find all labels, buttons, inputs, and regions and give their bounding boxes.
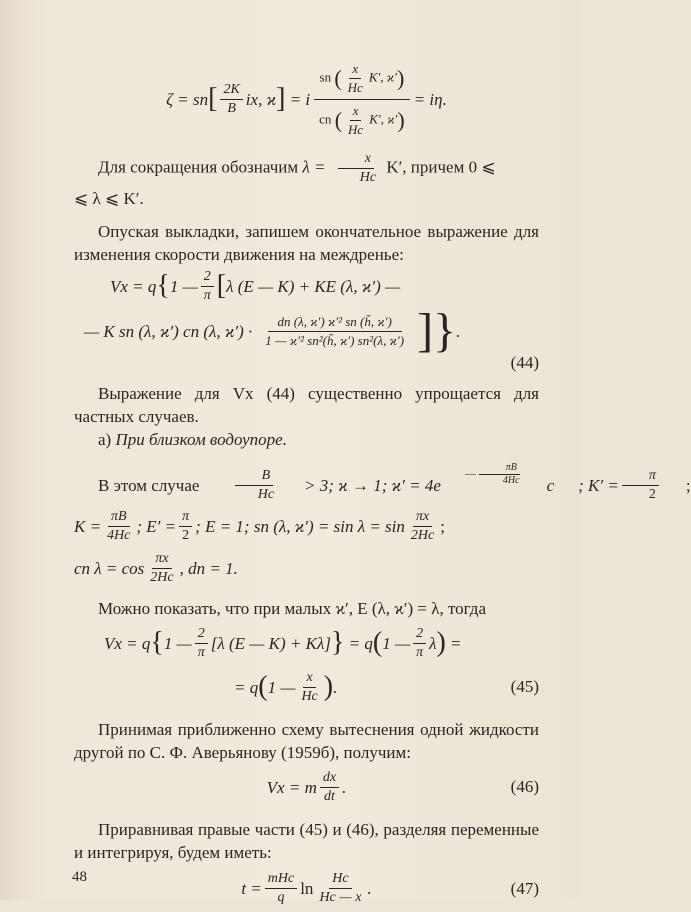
eq-text: ix, ϰ [245,89,277,109]
equation-47: t = $\frac{\text{mHc}}{q}$ ln $\frac{Hc}{Hc — x}$ . (47) [241,870,539,905]
equation-number: (45) [510,677,539,696]
fraction: sn ( $\frac{x}{Hc}$ K′, ϰ′) cn ( $\frac{x}{Hc}$ K′, ϰ′) [313,58,411,141]
equation-44-line1: Vx = q { 1 — $\frac{2}{\pi}$ [ λ (E — K) + KE (λ, ϰ′) — [110,268,401,303]
eq-text: = i [289,89,311,109]
equation-number: (46) [510,777,539,796]
equation-45-line2: = q ( 1 — $\frac{x}{Hc}$ ) . (45) [234,669,539,704]
page-number: 48 [72,869,87,885]
case-line-2: K = $\frac{\pi B}{4Hc}$ ; E′ = $\frac{\pi}{2}$ ; E = 1; sn (λ, ϰ′) = sin λ = sin $\frac{\pi x}{2Hc}$ ; [74,508,445,543]
equation-zeta: ζ = sn [ $\frac{2K}{B}$ ix, ϰ ] = i sn ( $\frac{x}{Hc}$ K′, ϰ′) cn ( $\frac{x}{Hc}$ K′, ϰ′) = iη. [74,58,539,140]
paragraph-3: Выражение для Vx (44) существенно упрощается для частных случаев. [74,384,539,426]
equation-44-line2: — K sn (λ, ϰ′) cn (λ, ϰ′) · $\frac{\text{dn (λ, ϰ′) ϰ′² sn (h̃, ϰ′)}}{\text{1 — ϰ′² sn²(h̃, ϰ′) sn²(λ, ϰ′)}}$ ] } . [84,304,461,357]
paragraph-2: Опуская выкладки, запишем окончательное выражение для изменения скорости движения на междренье: [74,222,539,264]
paragraph-1-cont: ⩽ λ ⩽ K′. [74,189,144,208]
equation-45-line1: Vx = q { 1 — $\frac{2}{\pi}$ [λ (E — K) + Kλ] } = q ( 1 — $\frac{2}{\pi}$ λ ) = [104,625,462,660]
fraction: $\frac{2K}{B}$ [220,81,242,118]
equation-46: Vx = m $\frac{dx}{dt}$ . (46) [266,769,539,804]
equation-number: (47) [510,879,539,898]
paragraph-5: Можно показать, что при малых ϰ′, E (λ, ϰ′) = λ, тогда [98,599,486,618]
case-line-1: В этом случае $\frac{B}{Hc}$ > 3; ϰ → 1; ϰ′ = 4e $^{— \frac{\pi B}{4Hc}}$ c ; K′ = $\frac{\pi}{2}$ ; [98,461,691,502]
eq-text: ζ = sn [166,89,209,109]
case-line-3: cn λ = cos $\frac{\pi x}{2Hc}$ , dn = 1. [74,550,238,585]
paragraph-7: Приравнивая правые части (45) и (46), разделяя переменные и интегрируя, будем иметь: [74,820,539,862]
eq-text: = iη. [413,89,447,109]
paragraph-4: а) При близком водоупоре. [98,430,287,449]
paragraph-1: Для сокращения обозначим λ = $\frac{x}{Hc}$ K′, причем 0 ⩽ [98,151,496,185]
equation-number: (44) [510,353,539,372]
paragraph-6: Принимая приближенно схему вытеснения одной жидкости другой по С. Ф. Аверьянову (1959б), получим: [74,720,539,762]
